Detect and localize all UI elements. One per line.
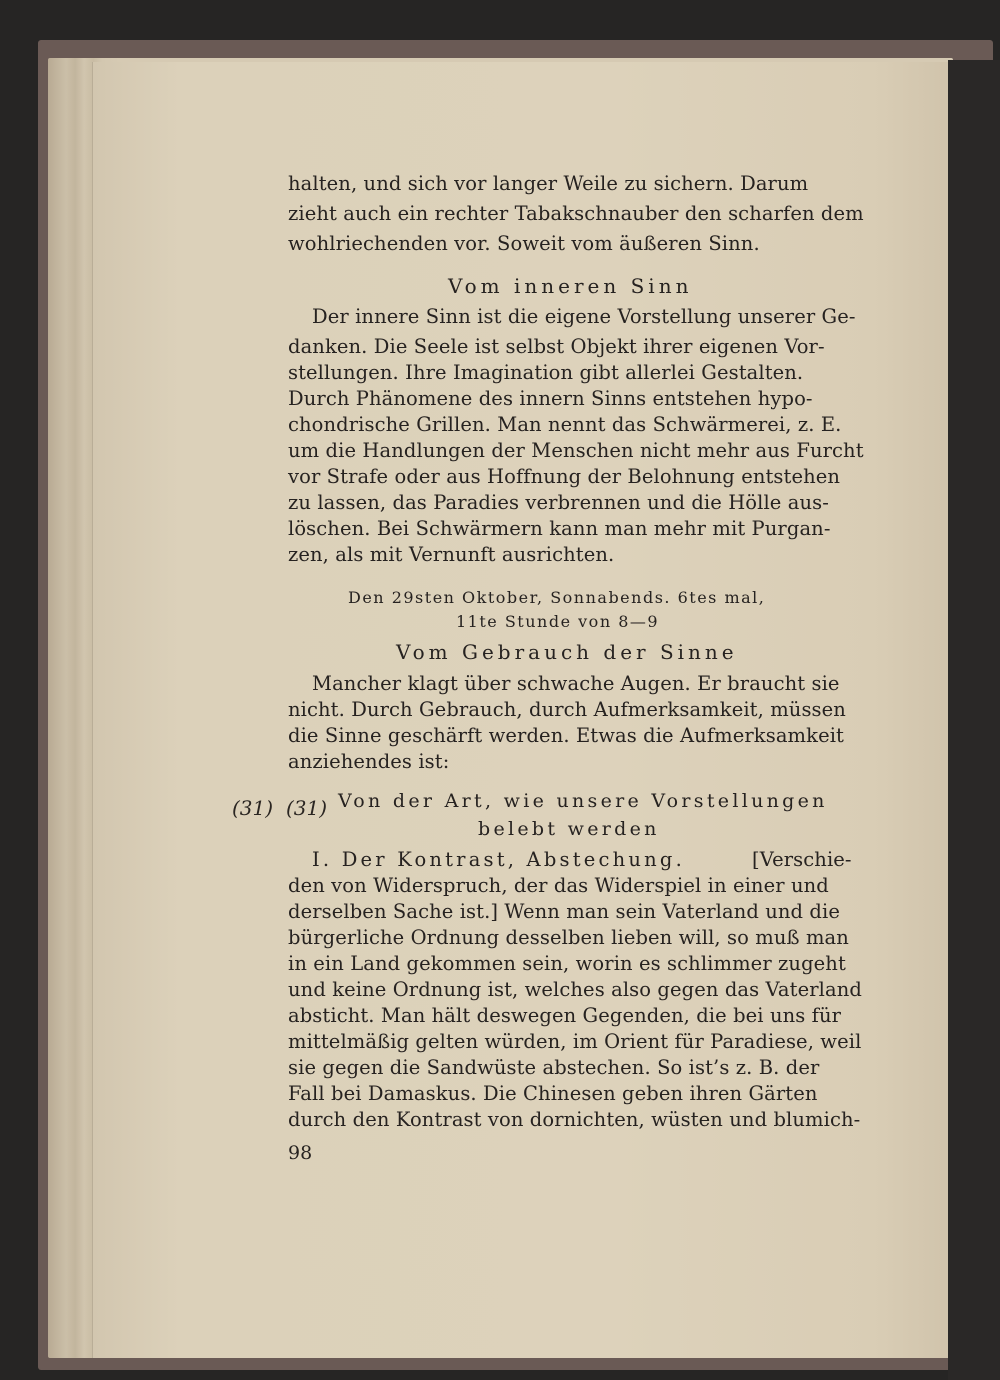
text-line: Mancher klagt über schwache Augen. Er braucht sie [312, 672, 840, 695]
text-line: danken. Die Seele ist selbst Objekt ihrer eigenen Vor- [288, 335, 825, 358]
text-line: den von Widerspruch, der das Widerspiel in einer und [288, 874, 829, 897]
section-heading: Von der Art, wie unsere Vorstellungen [338, 790, 828, 812]
text-line: durch den Kontrast von dornichten, wüsten und blumich- [288, 1108, 861, 1131]
text-line: chondrische Grillen. Man nennt das Schwärmerei, z. E. [288, 413, 842, 436]
time-line: 11te Stunde von 8—9 [456, 612, 660, 631]
section-heading: Vom Gebrauch der Sinne [396, 640, 738, 664]
binding-shadow [948, 60, 1000, 1380]
text-line: Fall bei Damaskus. Die Chinesen geben ihren Gärten [288, 1082, 818, 1105]
text-line: zieht auch ein rechter Tabakschnauber den scharfen dem [288, 202, 864, 225]
page-number: 98 [288, 1142, 313, 1164]
text-line: halten, und sich vor langer Weile zu sichern. Darum [288, 172, 809, 195]
text-line: Durch Phänomene des innern Sinns entstehen hypo- [288, 387, 813, 410]
text-line: zen, als mit Vernunft ausrichten. [288, 543, 615, 566]
text-line: mittelmäßig gelten würden, im Orient für Paradiese, weil [288, 1030, 862, 1053]
text-line: nicht. Durch Gebrauch, durch Aufmerksamkeit, müssen [288, 698, 846, 721]
text-line: um die Handlungen der Menschen nicht mehr aus Furcht [288, 439, 864, 462]
text-line: löschen. Bei Schwärmern kann man mehr mit Purgan- [288, 517, 831, 540]
margin-note: (31) [232, 796, 274, 820]
text-line: vor Strafe oder aus Hoffnung der Belohnung entstehen [288, 465, 841, 488]
text-line: Der innere Sinn ist die eigene Vorstellung unserer Ge- [312, 305, 856, 328]
section-heading: Vom inneren Sinn [448, 274, 693, 298]
text-line: absticht. Man hält deswegen Gegenden, die bei uns für [288, 1004, 842, 1027]
text-line: stellungen. Ihre Imagination gibt allerlei Gestalten. [288, 361, 804, 384]
text-line: bürgerliche Ordnung desselben lieben will, so muß man [288, 926, 849, 949]
text-line: zu lassen, das Paradies verbrennen und die Hölle aus- [288, 491, 829, 514]
text-line: die Sinne geschärft werden. Etwas die Aufmerksamkeit [288, 724, 844, 747]
text-line: anziehendes ist: [288, 750, 450, 773]
section-heading: belebt werden [478, 818, 660, 840]
text-line: derselben Sache ist.] Wenn man sein Vaterland und die [288, 900, 840, 923]
text-line: [Verschie- [752, 848, 852, 871]
text-line: wohlriechenden vor. Soweit vom äußeren Sinn. [288, 232, 760, 255]
section-number: (31) [286, 796, 328, 820]
text-line: I. Der Kontrast, Abstechung. [312, 848, 685, 871]
text-line: sie gegen die Sandwüste abstechen. So ist’s z. B. der [288, 1056, 820, 1079]
date-line: Den 29sten Oktober, Sonnabends. 6tes mal, [348, 588, 766, 607]
text-line: und keine Ordnung ist, welches also gegen das Vaterland [288, 978, 862, 1001]
text-line: in ein Land gekommen sein, worin es schlimmer zugeht [288, 952, 846, 975]
